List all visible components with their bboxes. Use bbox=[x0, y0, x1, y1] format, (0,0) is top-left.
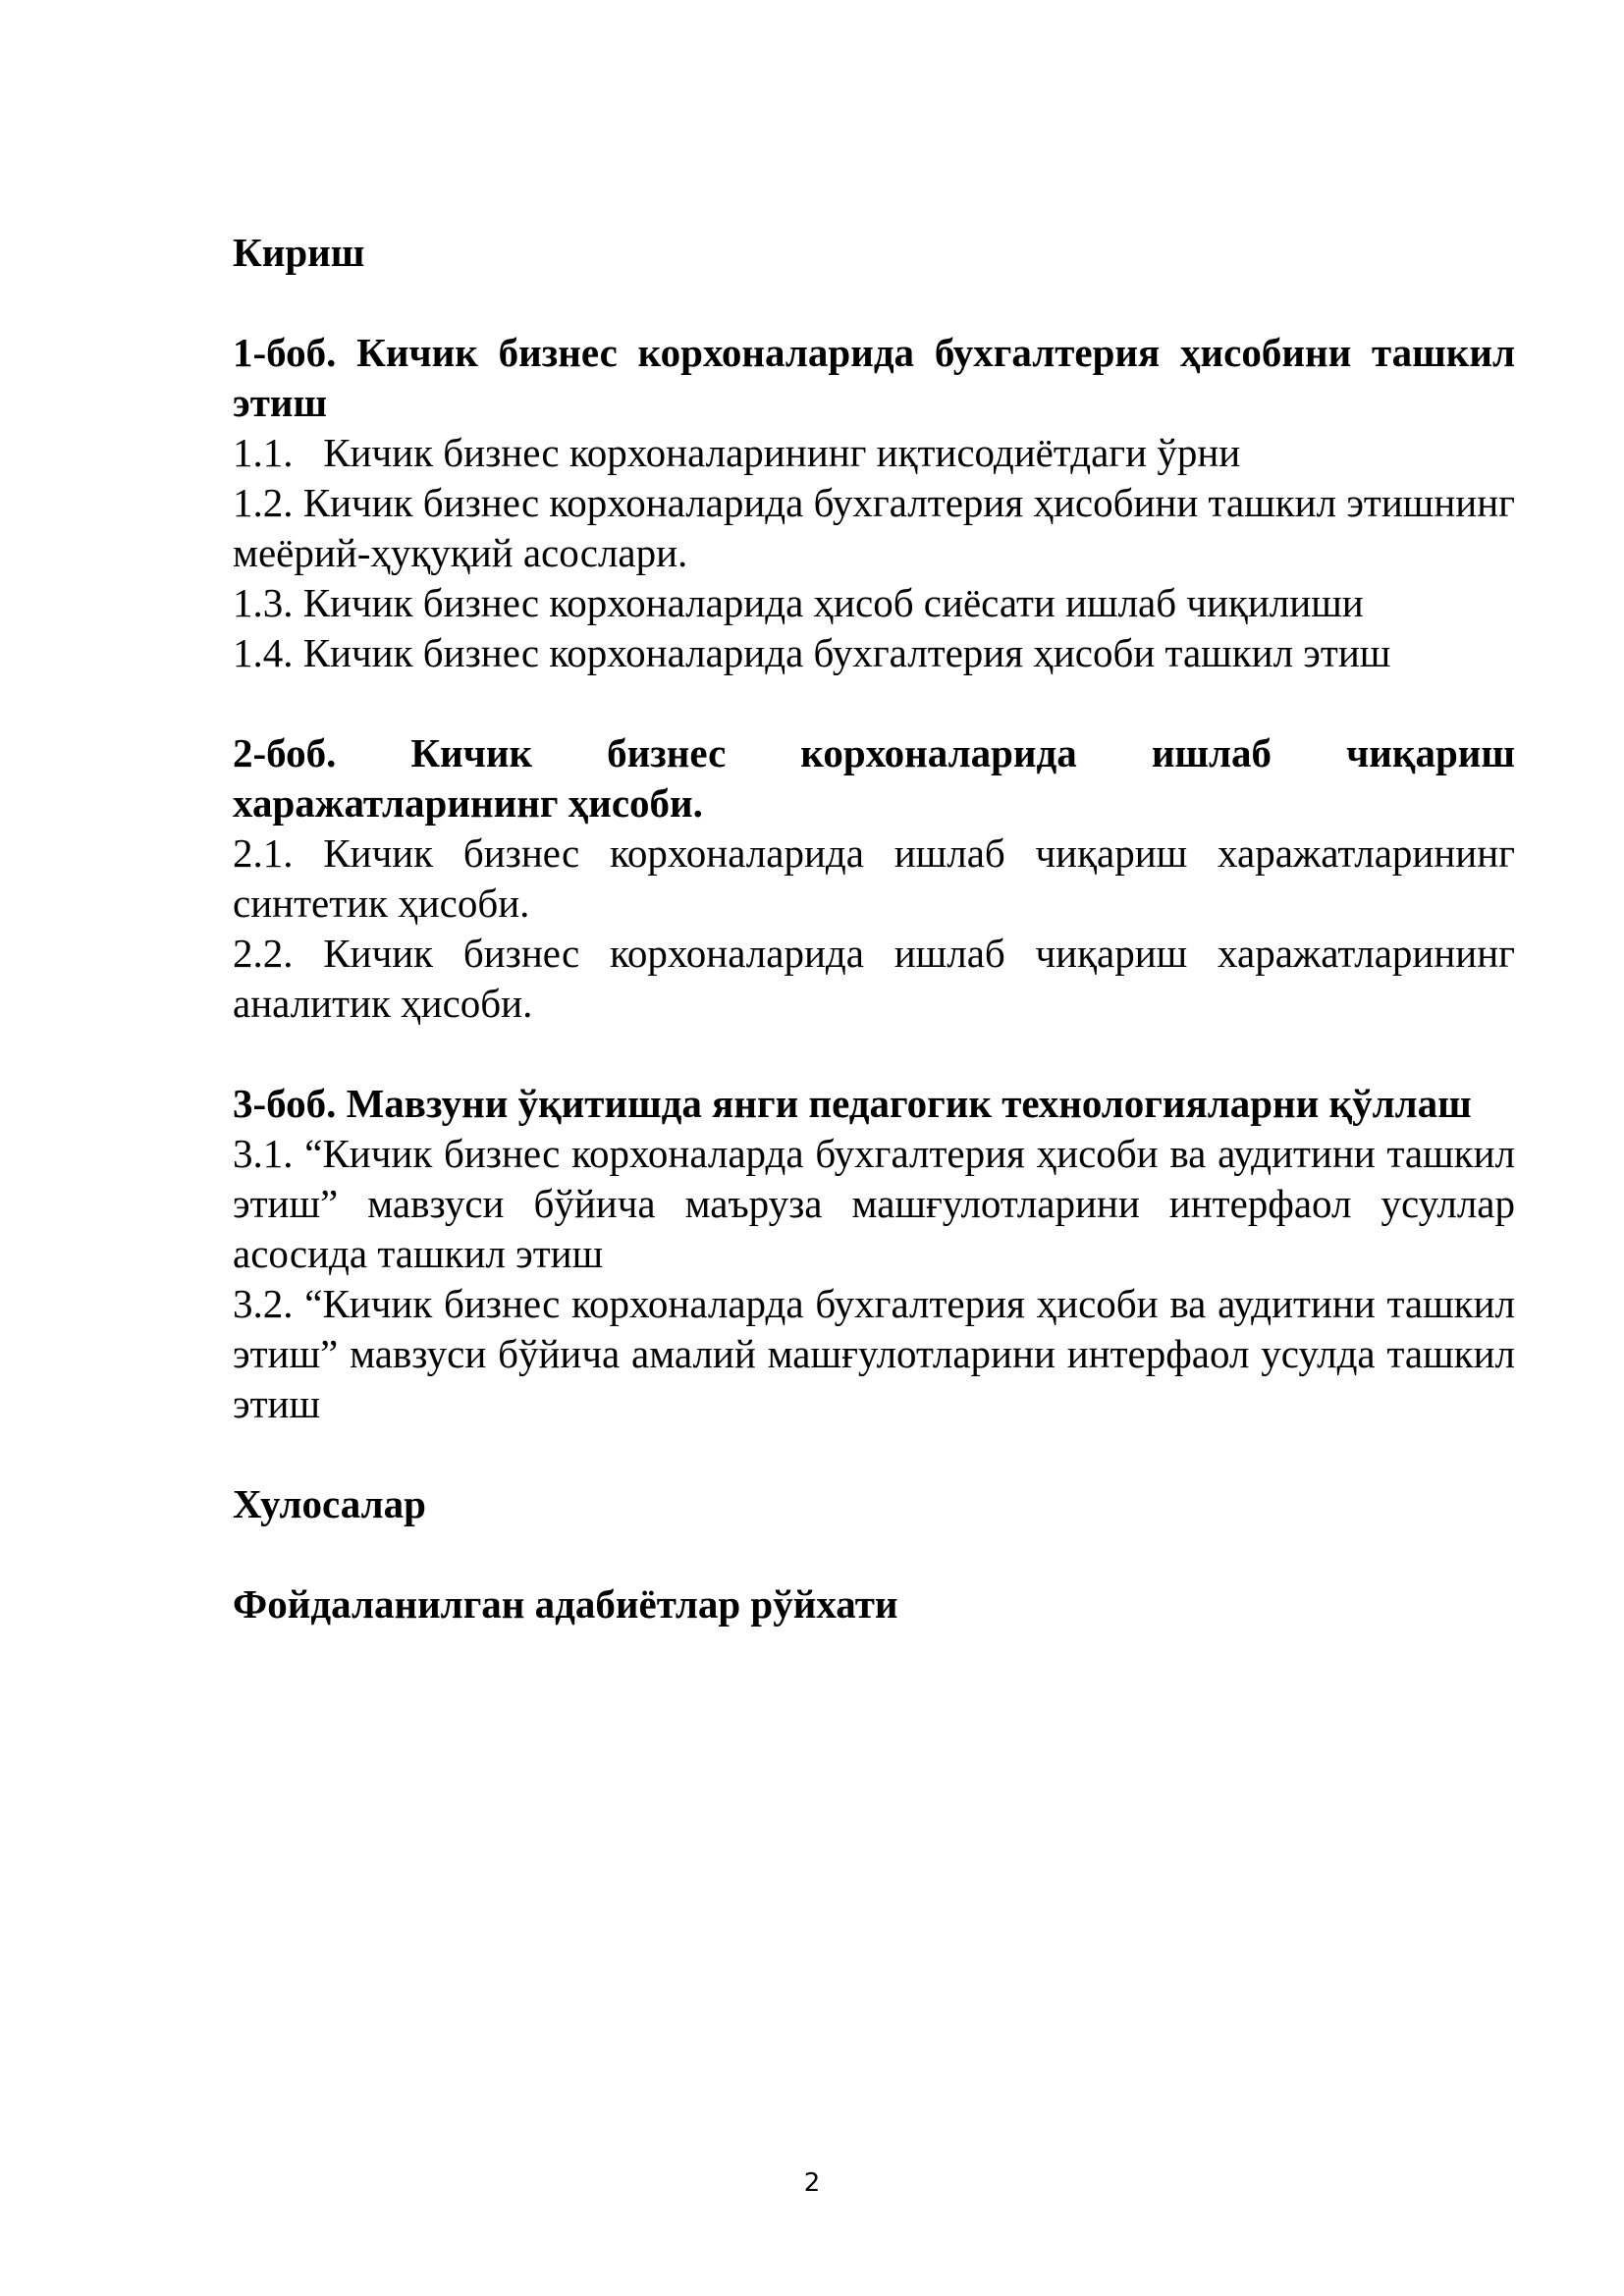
spacer bbox=[233, 1029, 1515, 1079]
toc-intro-heading: Кириш bbox=[233, 230, 365, 275]
section-1-4: 1.4. Кичик бизнес корхоналарида бухгалтерия ҳисоби ташкил этиш bbox=[233, 630, 1391, 675]
section-1-2: 1.2. Кичик бизнес корхоналарида бухгалтерия ҳисобини ташкил этишнинг меёрий-ҳуқуқий асослари. bbox=[233, 480, 1515, 575]
spacer bbox=[233, 678, 1515, 728]
conclusions-heading: Хулосалар bbox=[233, 1481, 426, 1526]
page-number: 2 bbox=[803, 2168, 821, 2198]
spacer bbox=[233, 1429, 1515, 1479]
table-of-contents bbox=[233, 228, 1515, 1629]
spacer bbox=[233, 1529, 1515, 1579]
spacer bbox=[233, 278, 1515, 328]
section-3-1: 3.1. “Кичик бизнес корхоналарда бухгалтерия ҳисоби ва аудитини ташкил этиш” мавзуси бўйича маъруза машғулотларини интерфаол усуллар асосида ташкил этиш bbox=[233, 1131, 1515, 1276]
section-3-2: 3.2. “Кичик бизнес корхоналарда бухгалтерия ҳисоби ва аудитини ташкил этиш” мавзуси бўйича амалий машғулотларини интерфаол усулда ташкил этиш bbox=[233, 1281, 1515, 1426]
references-heading: Фойдаланилган адабиётлар рўйхати bbox=[233, 1581, 898, 1627]
section-2-2: 2.2. Кичик бизнес корхоналарида ишлаб чиқариш харажатларининг аналитик ҳисоби. bbox=[233, 931, 1515, 1026]
chapter-3-heading: 3-боб. Мавзуни ўқитишда янги педагогик технологияларни қўллаш bbox=[233, 1081, 1472, 1126]
section-1-3: 1.3. Кичик бизнес корхоналарида ҳисоб сиёсати ишлаб чиқилиши bbox=[233, 580, 1364, 625]
chapter-1-heading: 1-боб. Кичик бизнес корхоналарида бухгалтерия ҳисобини ташкил этиш bbox=[233, 330, 1515, 425]
section-1-1: 1.1. Кичик бизнес корхоналарининг иқтисодиётдаги ўрни bbox=[233, 430, 1241, 475]
chapter-2-heading: 2-боб. Кичик бизнес корхоналарида ишлаб чиқариш харажатларининг ҳисоби. bbox=[233, 730, 1515, 826]
section-2-1: 2.1. Кичик бизнес корхоналарида ишлаб чиқариш харажатларининг синтетик ҳисоби. bbox=[233, 830, 1515, 926]
